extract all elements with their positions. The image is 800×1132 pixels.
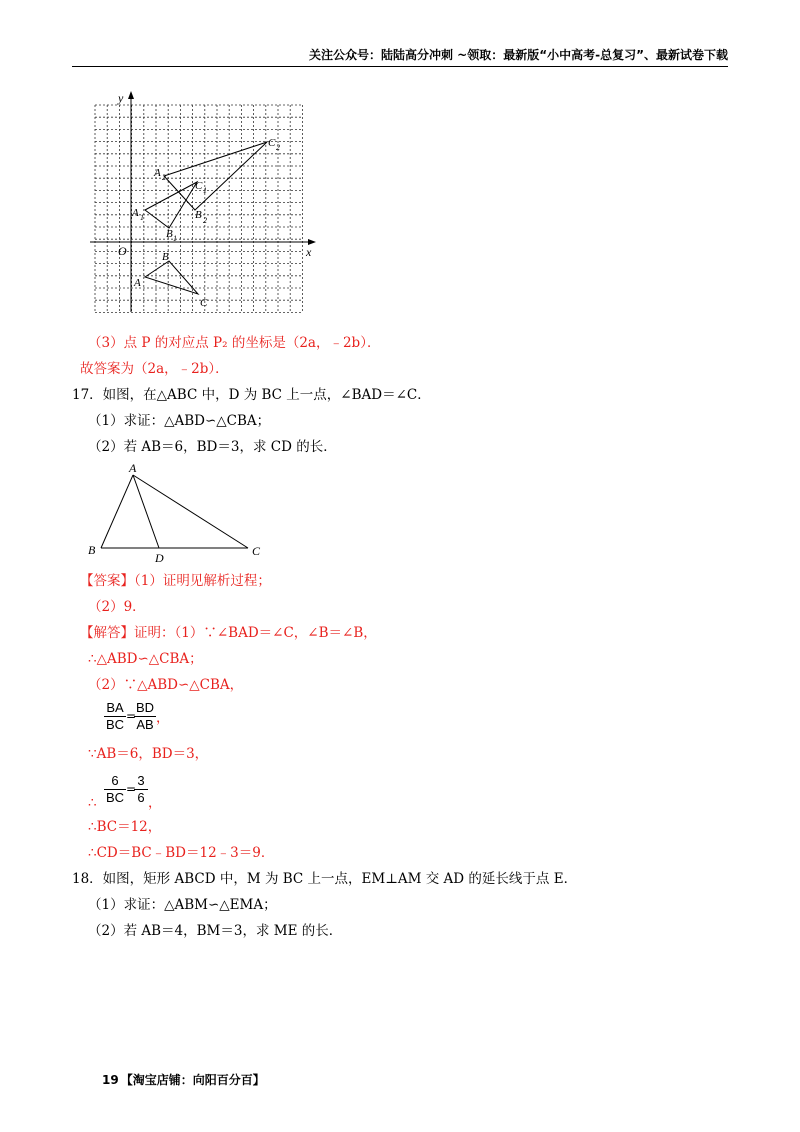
label-a1-sub: 1 bbox=[140, 213, 144, 222]
q17-answer2: （2）9． bbox=[88, 599, 146, 615]
label-b: B bbox=[88, 543, 96, 557]
equals-sign: = bbox=[126, 782, 137, 796]
label-c2-sub: 2 bbox=[276, 143, 280, 152]
fraction-ba-bc: $\frac{BA}{BC}$ bbox=[105, 700, 125, 732]
q17-triangle-figure bbox=[85, 458, 275, 568]
label-a2-sub: 2 bbox=[162, 173, 166, 182]
answer-label: 【答案】 bbox=[80, 573, 134, 589]
q17-answer1: 【答案】（1）证明见解析过程； bbox=[80, 573, 271, 589]
q17-sol3: （2）∵△ABD∽△CBA， bbox=[88, 677, 244, 693]
triangle-a1b1c1 bbox=[145, 182, 197, 228]
triangle-a2b2c2 bbox=[164, 142, 267, 210]
triangle-abc bbox=[145, 261, 198, 294]
q17-sol2: ∴△ABD∽△CBA； bbox=[88, 651, 203, 667]
q18-part1: （1）求证：△ABM∽△EMA； bbox=[88, 897, 277, 913]
fraction-6-bc: $\frac{6}{BC}$ bbox=[105, 773, 125, 805]
q17-part1: （1）求证：△ABD∽△CBA； bbox=[88, 413, 271, 429]
coordinate-grid-figure bbox=[80, 90, 330, 320]
fraction-3-6: $\frac{3}{6}$ bbox=[134, 773, 148, 806]
q16-answer: 故答案为（2a，﹣2b）． bbox=[80, 361, 229, 377]
label-b1-sub: 1 bbox=[173, 234, 177, 243]
x-axis-label: x bbox=[306, 245, 312, 259]
therefore-symbol: ∴ bbox=[88, 795, 97, 811]
q16-part3: （3）点 P 的对应点 P₂ 的坐标是（2a，﹣2b）． bbox=[88, 335, 381, 351]
comma: ， bbox=[148, 795, 162, 811]
equals-sign: = bbox=[126, 709, 137, 723]
label-a2: A bbox=[154, 167, 161, 179]
q17-sol5: ∴BC＝12， bbox=[88, 819, 162, 835]
label-b1: B bbox=[166, 228, 173, 240]
label-a1: A bbox=[132, 207, 139, 219]
label-c1-sub: 1 bbox=[203, 186, 207, 195]
q17-sol4: ∵AB＝6，BD＝3， bbox=[88, 746, 209, 762]
comma: ， bbox=[156, 710, 170, 726]
q17-stem: 17．如图，在△ABC 中，D 为 BC 上一点，∠BAD＝∠C． bbox=[72, 387, 431, 403]
label-a: A bbox=[129, 461, 137, 475]
page-number: 19 bbox=[102, 1073, 119, 1087]
y-axis-label: y bbox=[118, 91, 124, 105]
page-footer: 19 【淘宝店铺：向阳百分百】 bbox=[102, 1073, 265, 1087]
solution-label: 【解答】 bbox=[80, 625, 134, 641]
origin-label: O bbox=[118, 244, 127, 258]
page-header: 关注公众号：陆陆高分冲刺 ~领取：最新版“小中高考-总复习”、最新试卷下载 bbox=[72, 46, 728, 67]
label-b: B bbox=[162, 251, 169, 263]
label-d: D bbox=[155, 551, 164, 565]
label-c2: C bbox=[268, 137, 276, 149]
label-c1: C bbox=[195, 180, 203, 192]
label-c: C bbox=[252, 544, 261, 558]
label-b2-sub: 2 bbox=[203, 216, 207, 225]
q17-sol6: ∴CD＝BC﹣BD＝12﹣3＝9． bbox=[88, 845, 275, 861]
q18-stem: 18．如图，矩形 ABCD 中，M 为 BC 上一点，EM⊥AM 交 AD 的延长线于点 E． bbox=[72, 871, 578, 887]
label-a: A bbox=[134, 277, 141, 289]
q18-part2: （2）若 AB＝4，BM＝3，求 ME 的长． bbox=[88, 923, 343, 939]
q17-sol1: 【解答】证明：（1）∵∠BAD＝∠C，∠B＝∠B， bbox=[80, 625, 377, 641]
q17-part2: （2）若 AB＝6，BD＝3，求 CD 的长． bbox=[88, 439, 337, 455]
y-axis-arrow bbox=[128, 91, 134, 99]
label-c: C bbox=[200, 297, 208, 309]
fraction-bd-ab: $\frac{BD}{AB}$ bbox=[135, 700, 155, 732]
label-b2: B bbox=[195, 209, 202, 221]
